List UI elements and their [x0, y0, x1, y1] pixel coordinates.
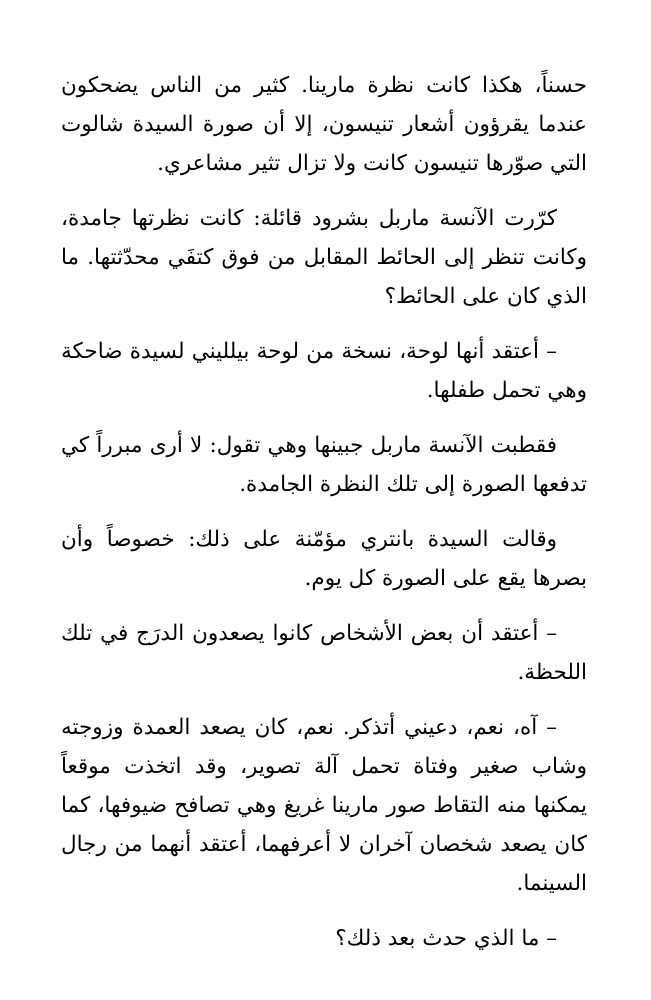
paragraph-7: – آه، نعم، دعيني أتذكر. نعم، كان يصعد العمدة وزوجته وشاب صغير وفتاة تحمل آلة تصوير، وقد اتخذت موقعاً يمكنها منه التقاط صور مارينا غريغ وهي تصافح ضيوفها، كما كان يصعد شخصان آخران لا أعرفهما، أعتقد أنهما من رجال السينما. [61, 715, 587, 896]
paragraph-8: – ما الذي حدث بعد ذلك؟ [335, 926, 557, 951]
paragraph-4: فقطبت الآنسة ماربل جبينها وهي تقول: لا أرى مبرراً كي تدفعها الصورة إلى تلك النظرة الجامدة. [61, 433, 587, 497]
paragraph-6: – أعتقد أن بعض الأشخاص كانوا يصعدون الدرَج في تلك اللحظة. [61, 621, 587, 685]
paragraph-2: كرّرت الآنسة ماربل بشرود قائلة: كانت نظرتها جامدة، وكانت تنظر إلى الحائط المقابل من فوق كتفَي محدّثتها. ما الذي كان على الحائط؟ [61, 206, 587, 309]
paragraph-5: وقالت السيدة بانتري مؤمّنة على ذلك: خصوصاً وأن بصرها يقع على الصورة كل يوم. [61, 527, 587, 591]
book-page [61, 66, 587, 974]
paragraph-3: – أعتقد أنها لوحة، نسخة من لوحة بيلليني لسيدة ضاحكة وهي تحمل طفلها. [61, 339, 587, 403]
paragraph-1: حسناً، هكذا كانت نظرة مارينا. كثير من الناس يضحكون عندما يقرؤون أشعار تنيسون، إلا أن صورة السيدة شالوت التي صوّرها تنيسون كانت ولا تزال تثير مشاعري. [61, 73, 587, 176]
